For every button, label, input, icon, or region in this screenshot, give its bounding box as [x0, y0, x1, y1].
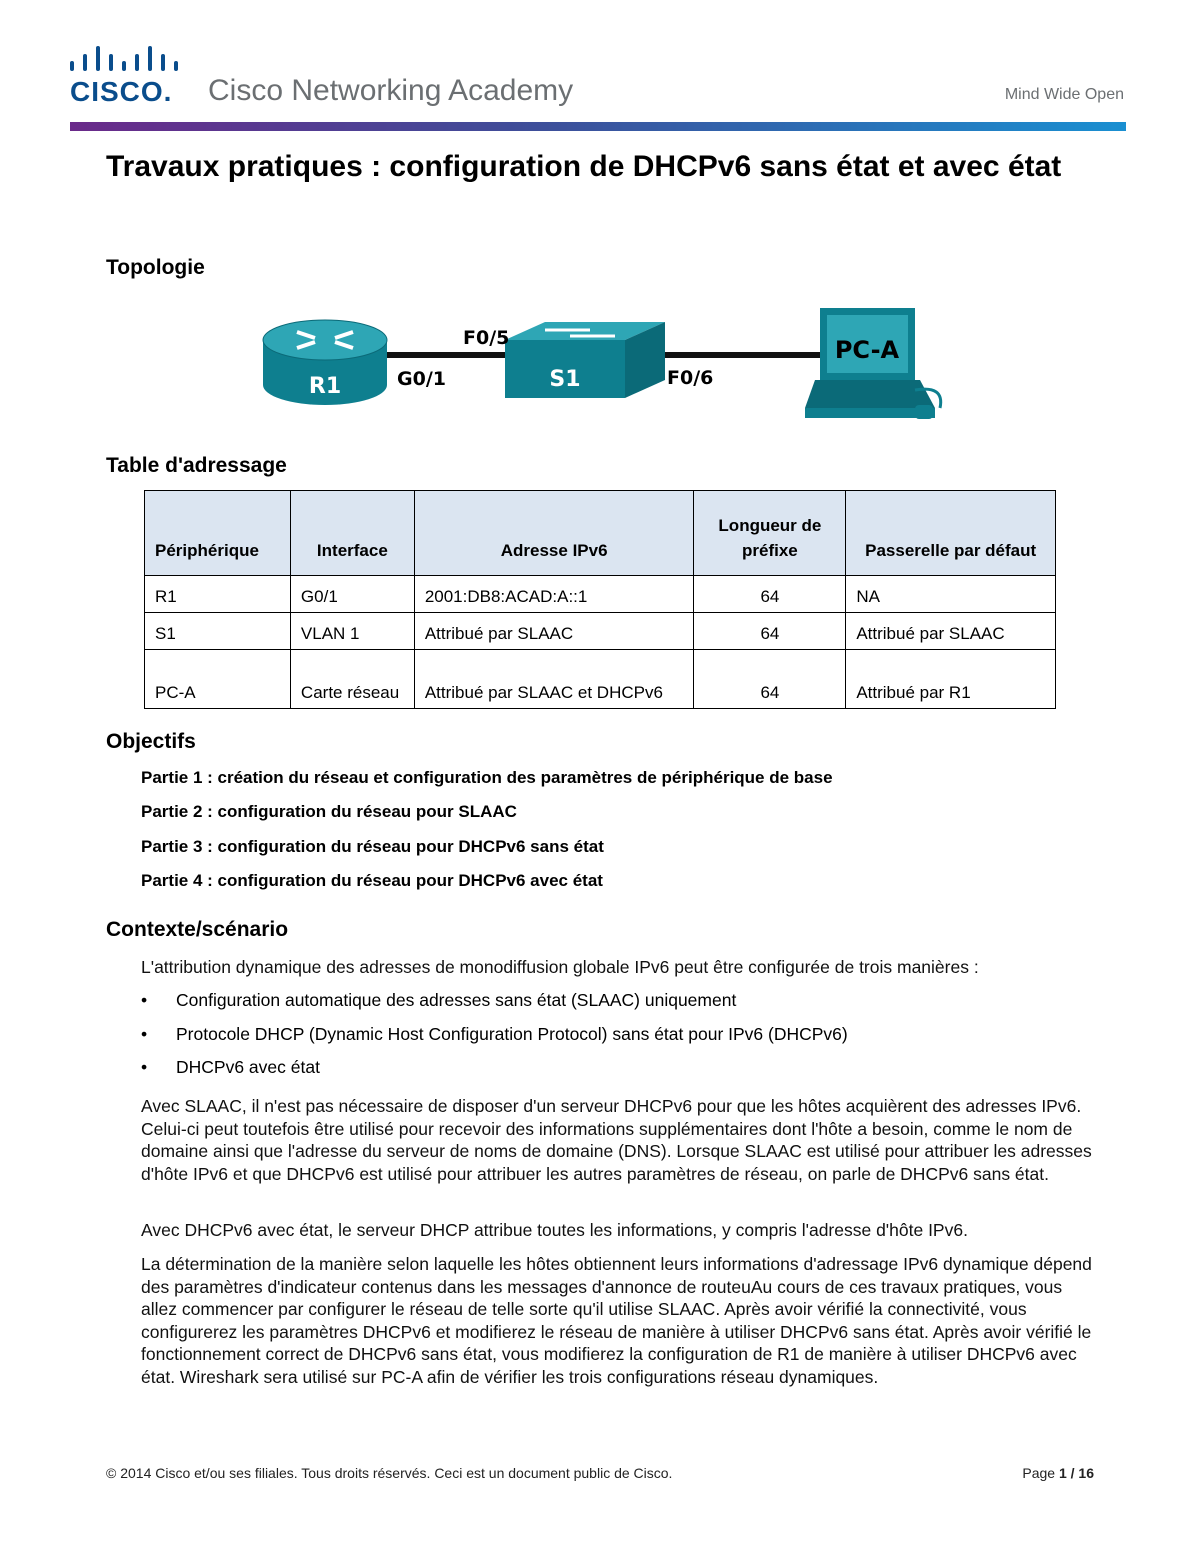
table-cell: Attribué par SLAAC et DHCPv6: [414, 650, 694, 709]
footer-copyright: © 2014 Cisco et/ou ses filiales. Tous droits réservés. Ceci est un document public de Cisco.: [106, 1465, 673, 1481]
table-cell: S1: [145, 613, 291, 650]
page-current: 1: [1058, 1465, 1067, 1481]
cisco-logo-wordmark: CISCO.: [70, 76, 173, 107]
tagline: Mind Wide Open: [1004, 86, 1124, 103]
table-row: [145, 650, 1056, 709]
objective-item: Partie 2 : configuration du réseau pour SLAAC: [141, 802, 517, 821]
list-item: [141, 990, 736, 1011]
switch-icon: [505, 322, 665, 398]
table-cell: 64: [694, 650, 846, 709]
table-cell: Attribué par SLAAC: [846, 613, 1056, 650]
r1-label: R1: [308, 374, 342, 399]
page-title: Travaux pratiques : configuration de DHCPv6 sans état et avec état: [106, 150, 1062, 183]
objective-item: Partie 1 : création du réseau et configuration des paramètres de périphérique de base: [141, 768, 833, 787]
pca-label: PC-A: [834, 336, 900, 364]
list-item: [141, 1057, 320, 1078]
page-total: 16: [1078, 1465, 1094, 1481]
table-cell: 64: [694, 613, 846, 650]
page-number: [1022, 1465, 1094, 1481]
topology-heading: Topologie: [106, 256, 205, 279]
addressing-table: [144, 490, 1056, 709]
table-row: [145, 576, 1056, 613]
table-cell: PC-A: [145, 650, 291, 709]
bullet-icon: •: [141, 990, 148, 1010]
context-paragraph-2: Avec DHCPv6 avec état, le serveur DHCP attribue toutes les informations, y compris l'adresse d'hôte IPv6.: [141, 1220, 968, 1240]
table-cell: Attribué par R1: [846, 650, 1056, 709]
s1-label: S1: [549, 367, 581, 392]
context-intro: L'attribution dynamique des adresses de monodiffusion globale IPv6 peut être configurée de trois manières :: [141, 957, 979, 977]
bullet-icon: •: [141, 1024, 148, 1044]
table-cell: G0/1: [290, 576, 414, 613]
list-item: [141, 1024, 848, 1045]
objective-item: Partie 4 : configuration du réseau pour DHCPv6 avec état: [141, 871, 603, 890]
table-header-row: [145, 491, 1056, 576]
bullet-icon: •: [141, 1057, 148, 1077]
addressing-table-heading: Table d'adressage: [106, 454, 287, 477]
table-header: Adresse IPv6: [414, 491, 694, 576]
table-cell: Carte réseau: [290, 650, 414, 709]
table-cell: 2001:DB8:ACAD:A::1: [414, 576, 694, 613]
objectives-heading: Objectifs: [106, 730, 196, 753]
table-cell: 64: [694, 576, 846, 613]
table-row: [145, 613, 1056, 650]
table-header: Interface: [290, 491, 414, 576]
topology-diagram: [255, 300, 955, 425]
port-g01-label: G0/1: [397, 368, 446, 390]
list-item-text: Protocole DHCP (Dynamic Host Configuration Protocol) sans état pour IPv6 (DHCPv6): [176, 1024, 848, 1044]
table-header: Longueur de préfixe: [694, 491, 846, 576]
cisco-logo-bars-icon: [70, 46, 180, 76]
list-item-text: Configuration automatique des adresses sans état (SLAAC) uniquement: [176, 990, 737, 1010]
context-paragraph-3: La détermination de la manière selon laquelle les hôtes obtiennent leurs informations d'adressage IPv6 dynamique dépend des paramètres d'indicateur contenus dans les messages d'annonce de routeuAu cours de ces travaux pratiques, vous allez commencer par configurer le réseau de telle sorte qu'il utilise SLAAC. Après avoir vérifié la connectivité, vous configurerez les paramètres DHCPv6 et modifierez le réseau de manière à utiliser DHCPv6 sans état. Après avoir vérifié le fonctionnement correct de DHCPv6 sans état, vous modifierez la configuration de R1 de manière à utiliser DHCPv6 avec état. Wireshark sera utilisé sur PC-A afin de vérifier les trois configurations réseau dynamiques.: [141, 1254, 1092, 1387]
context-heading: Contexte/scénario: [106, 918, 289, 941]
page-separator: /: [1066, 1465, 1079, 1481]
table-cell: Attribué par SLAAC: [414, 613, 694, 650]
page-prefix: Page: [1022, 1465, 1059, 1481]
table-cell: VLAN 1: [290, 613, 414, 650]
list-item-text: DHCPv6 avec état: [176, 1057, 320, 1077]
header-gradient-rule: [70, 122, 1126, 131]
port-f06-label: F0/6: [667, 367, 714, 389]
objective-item: Partie 3 : configuration du réseau pour DHCPv6 sans état: [141, 837, 604, 856]
context-paragraph-1: Avec SLAAC, il n'est pas nécessaire de disposer d'un serveur DHCPv6 pour que les hôtes acquièrent des adresses IPv6. Celui-ci peut toutefois être utilisé pour recevoir des informations supplémentaires dont l'hôte a besoin, comme le nom de domaine ainsi que l'adresse du serveur de noms de domaine (DNS). Lorsque SLAAC est utilisé pour attribuer les adresses d'hôte IPv6 et que DHCPv6 est utilisé pour attribuer les autres paramètres de réseau, on parle de DHCPv6 sans état.: [141, 1096, 1092, 1184]
academy-title: Cisco Networking Academy: [208, 74, 574, 107]
table-cell: NA: [846, 576, 1056, 613]
port-f05-label: F0/5: [463, 327, 510, 349]
table-cell: R1: [145, 576, 291, 613]
table-header: Passerelle par défaut: [846, 491, 1056, 576]
table-header: Périphérique: [145, 491, 291, 576]
